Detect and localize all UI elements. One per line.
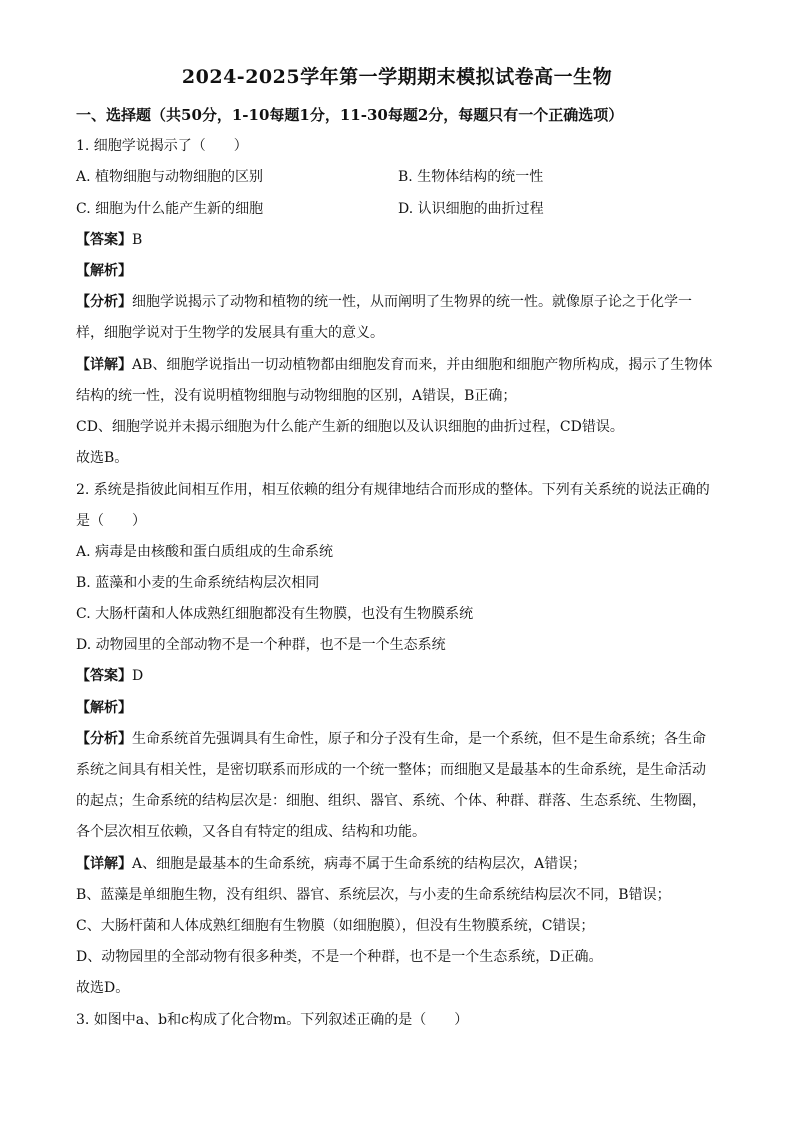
- q1-analysis-line-1: [76, 293, 692, 311]
- q2-option-c: C. 大肠杆菌和人体成熟红细胞都没有生物膜，也没有生物膜系统: [76, 606, 474, 622]
- q2-analysis-line-3: 的起点；生命系统的结构层次是：细胞、组织、器官、系统、个体、种群、群落、生态系统、生物圈，: [76, 793, 706, 809]
- xj-text: A、细胞是最基本的生命系统，病毒不属于生命系统的结构层次，A错误；: [132, 856, 587, 872]
- answer-tag: 【答案】: [76, 232, 132, 248]
- q1-conclusion: 故选B。: [76, 450, 129, 466]
- fx-text: 细胞学说揭示了动物和植物的统一性，从而阐明了生物界的统一性。就像原子论之于化学一: [132, 294, 692, 310]
- q2-conclusion: 故选D。: [76, 980, 130, 996]
- q2-analysis-tag: 【解析】: [76, 700, 132, 716]
- q1-detail-line-1: [76, 356, 712, 374]
- xj-tag: 【详解】: [76, 357, 132, 373]
- q2-analysis-line-1: [76, 730, 706, 748]
- fx-text: 生命系统首先强调具有生命性，原子和分子没有生命，是一个系统，但不是生命系统；各生命: [132, 731, 706, 747]
- q2-detail-line-4: D、动物园里的全部动物有很多种类，不是一个种群，也不是一个生态系统，D正确。: [76, 949, 603, 965]
- q1-detail-line-2: 结构的统一性，没有说明植物细胞与动物细胞的区别，A错误，B正确；: [76, 388, 517, 404]
- q1-analysis-tag: 【解析】: [76, 263, 132, 279]
- q2-stem-line-1: 2. 系统是指彼此间相互作用，相互依赖的组分有规律地结合而形成的整体。下列有关系统的说法正确的: [76, 482, 710, 498]
- q1-detail-line-3: CD、细胞学说并未揭示细胞为什么能产生新的细胞以及认识细胞的曲折过程，CD错误。: [76, 419, 624, 435]
- page-title: 2024-2025学年第一学期期末模拟试卷高一生物: [181, 66, 613, 88]
- q2-detail-line-1: [76, 855, 586, 873]
- q2-stem-line-2: 是（ ）: [76, 513, 146, 529]
- q1-option-c: C. 细胞为什么能产生新的细胞: [76, 201, 264, 217]
- q1-option-b: B. 生物体结构的统一性: [398, 169, 544, 185]
- fx-tag: 【分析】: [76, 294, 132, 310]
- q1-stem: 1. 细胞学说揭示了（ ）: [76, 138, 248, 154]
- q1-analysis-line-2: 样，细胞学说对于生物学的发展具有重大的意义。: [76, 325, 384, 341]
- xj-tag: 【详解】: [76, 856, 132, 872]
- xj-text: AB、细胞学说指出一切动植物都由细胞发育而来，并由细胞和细胞产物所构成，揭示了生物体: [132, 357, 713, 373]
- q2-analysis-line-2: 系统之间具有相关性，是密切联系而形成的一个统一整体；而细胞又是最基本的生命系统，是生命活动: [76, 762, 706, 778]
- answer-value: D: [132, 668, 144, 684]
- q1-option-a: A. 植物细胞与动物细胞的区别: [76, 169, 264, 185]
- q2-option-b: B. 蓝藻和小麦的生命系统结构层次相同: [76, 575, 320, 591]
- q2-answer: [76, 667, 143, 685]
- q3-stem: 3. 如图中a、b和c构成了化合物m。下列叙述正确的是（ ）: [76, 1012, 469, 1028]
- q2-detail-line-3: C、大肠杆菌和人体成熟红细胞有生物膜（如细胞膜），但没有生物膜系统，C错误；: [76, 918, 595, 934]
- q2-analysis-line-4: 各个层次相互依赖，又各自有特定的组成、结构和功能。: [76, 824, 426, 840]
- answer-value: B: [132, 232, 143, 248]
- q2-option-d: D. 动物园里的全部动物不是一个种群，也不是一个生态系统: [76, 637, 446, 653]
- q1-answer: [76, 231, 142, 249]
- section-heading: 一、选择题（共50分，1-10每题1分，11-30每题2分，每题只有一个正确选项）: [76, 106, 624, 124]
- q1-option-d: D. 认识细胞的曲折过程: [398, 201, 544, 217]
- q2-option-a: A. 病毒是由核酸和蛋白质组成的生命系统: [76, 544, 334, 560]
- fx-tag: 【分析】: [76, 731, 132, 747]
- answer-tag: 【答案】: [76, 668, 132, 684]
- q2-detail-line-2: B、蓝藻是单细胞生物，没有组织、器官、系统层次，与小麦的生命系统结构层次不同，B错误；: [76, 887, 671, 903]
